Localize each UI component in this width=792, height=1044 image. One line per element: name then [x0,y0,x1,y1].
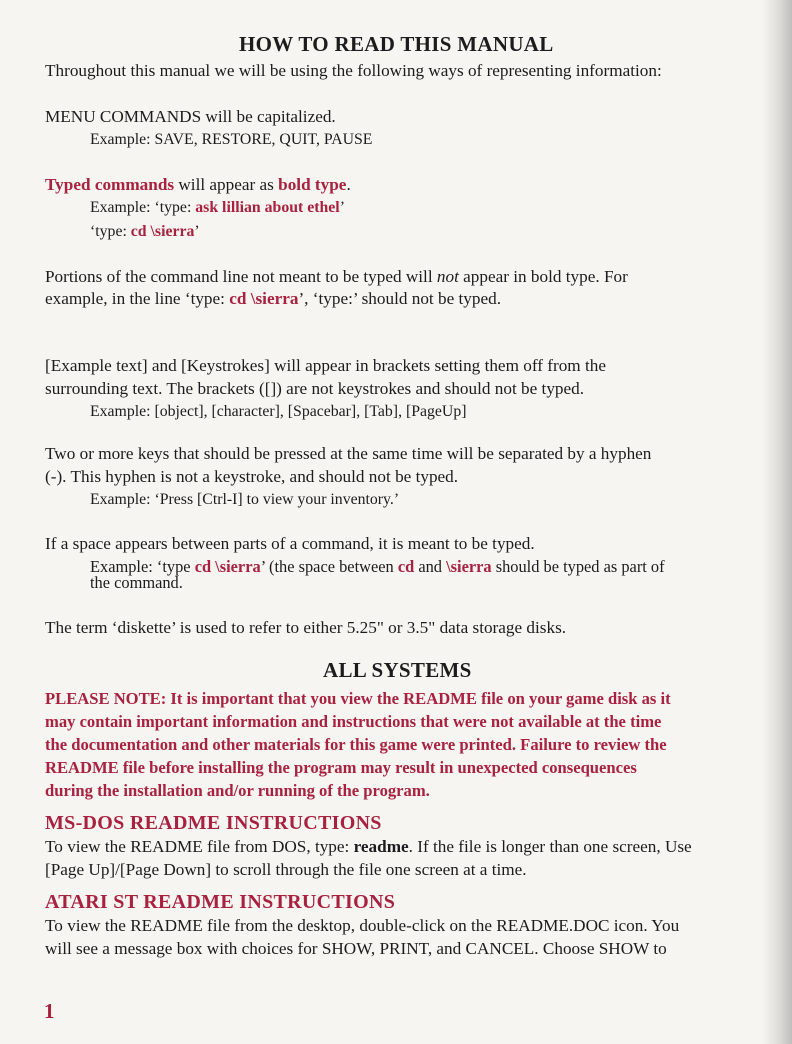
bold-type-label: bold type [278,175,347,194]
readme-note-line-5: during the installation and/or running of the program. [45,781,430,800]
intro-text: Throughout this manual we will be using the following ways of representing information: [45,61,662,80]
menu-commands-line: MENU COMMANDS will be capitalized. [45,107,336,126]
brackets-example: Example: [object], [character], [Spacebar], [Tab], [PageUp] [90,403,467,420]
diskette-line: The term ‘diskette’ is used to refer to either 5.25" or 3.5" data storage disks. [45,618,567,637]
menu-commands-example: Example: SAVE, RESTORE, QUIT, PAUSE [90,131,373,148]
typed-command: cd \sierra [194,557,261,576]
brackets-line-2: surrounding text. The brackets ([]) are not keystrokes and should not be typed. [45,379,585,398]
page-title: HOW TO READ THIS MANUAL [239,32,554,56]
readme-note-line-3: the documentation and other materials for this game were printed. Failure to review the [45,735,667,754]
typed-example-1: Example: ‘type: ask lillian about ethel’ [90,199,345,216]
space-example-line-1: Example: ‘type cd \sierra’ (the space between cd and \sierra should be typed as part of [90,557,665,576]
readme-command: readme [353,837,409,856]
msdos-heading: MS-DOS README INSTRUCTIONS [45,812,382,834]
msdos-line-2: [Page Up]/[Page Down] to scroll through the file one screen at a time. [45,860,527,879]
readme-note-line-1: PLEASE NOTE: It is important that you view the README file on your game disk as it [45,689,671,708]
portions-line-2: example, in the line ‘type: cd \sierra’, ‘type:’ should not be typed. [45,289,502,308]
typed-command: cd \sierra [130,223,195,240]
brackets-line-1: [Example text] and [Keystrokes] will appear in brackets setting them off from the [45,356,606,375]
readme-note-line-2: may contain important information and instructions that were not available at the time [45,712,662,731]
page-edge-shadow [762,0,792,1044]
portions-line-1: Portions of the command line not meant to be typed will not appear in bold type. For [45,267,628,286]
page-number: 1 [44,999,55,1023]
all-systems-heading: ALL SYSTEMS [323,658,472,682]
typed-commands-label: Typed commands [45,175,175,194]
typed-command: ask lillian about ethel [195,199,340,216]
space-example-line-2: the command. [90,573,183,592]
hyphen-example: Example: ‘Press [Ctrl-I] to view your inventory.’ [90,491,400,508]
typed-commands-line: Typed commands will appear as bold type. [45,175,351,194]
msdos-line-1: To view the README file from DOS, type: readme. If the file is longer than one screen, Use [45,837,692,856]
atari-heading: ATARI ST README INSTRUCTIONS [45,891,396,913]
hyphen-line-1: Two or more keys that should be pressed at the same time will be separated by a hyphen [45,444,652,463]
atari-line-2: will see a message box with choices for SHOW, PRINT, and CANCEL. Choose SHOW to [45,939,667,958]
hyphen-line-2: (-). This hyphen is not a keystroke, and should not be typed. [45,467,459,486]
space-line: If a space appears between parts of a command, it is meant to be typed. [45,534,535,553]
readme-note-line-4: README file before installing the program may result in unexpected consequences [45,758,637,777]
typed-example-2: ‘type: cd \sierra’ [90,223,200,240]
atari-line-1: To view the README file from the desktop, double-click on the README.DOC icon. You [45,916,680,935]
typed-command: cd \sierra [229,289,299,308]
